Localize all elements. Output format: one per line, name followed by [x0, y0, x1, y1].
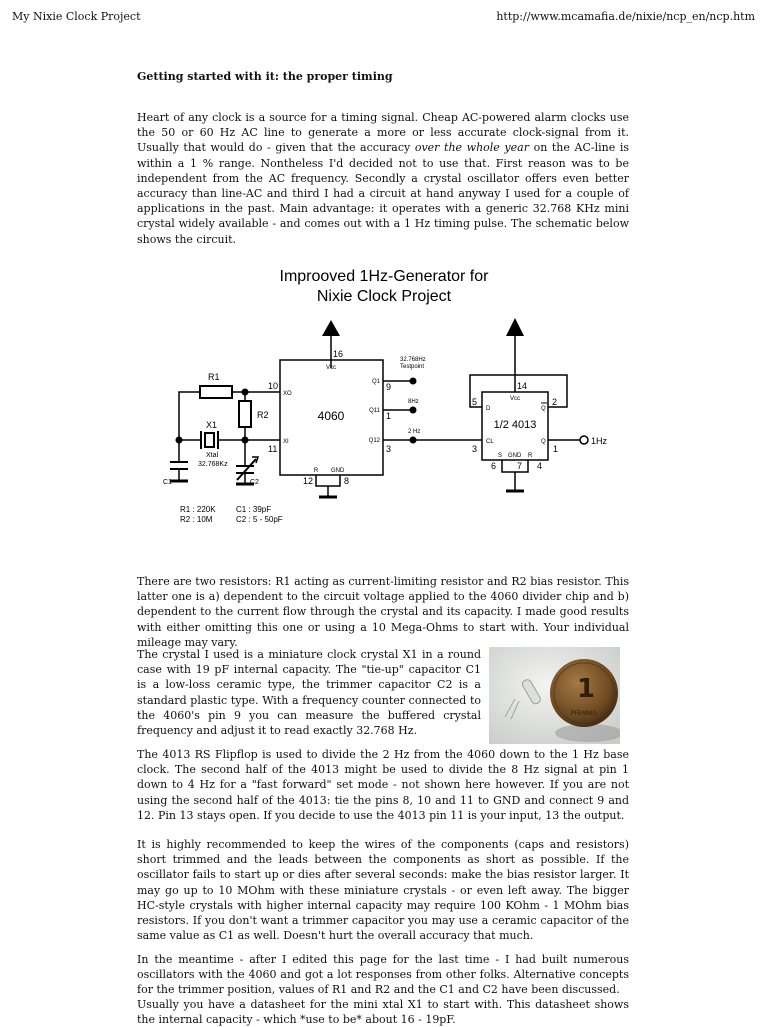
ic-4013-r-pin: R: [528, 453, 533, 459]
paragraph-intro: [137, 110, 629, 247]
label-xtal: Xtal: [206, 452, 219, 459]
pin-number: 2: [552, 397, 558, 407]
ic-4060-label: 4060: [317, 409, 345, 423]
label-xtal-frequency: 32.768Kz: [198, 461, 228, 468]
pin-number: 4: [537, 461, 543, 471]
pfennig-coin-icon: [550, 659, 618, 727]
resistor-r2-symbol: [239, 401, 251, 427]
pin-number: 14: [517, 381, 528, 391]
value-r2: R2 : 10M: [180, 515, 213, 524]
vcc-arrow-4013: [506, 318, 524, 336]
pin-number: 1: [386, 411, 392, 421]
label-c1: C1: [163, 479, 172, 486]
pin-number: 5: [472, 397, 478, 407]
paragraph-meantime: In the meantime - after I edited this page for the last time - I had built numerous oscillators with the 4060 and got a lot responses from other folks. Alternative concepts for the trimmer position, values of R1 and R2 and the C1 and C2 have been discussed.: [137, 953, 629, 997]
paragraph-datasheet: Usually you have a datasheet for the mini xtal X1 to start with. This datasheet shows the internal capacity - which *use to be* about 16 - 19pF.: [137, 998, 629, 1027]
pin-number: 3: [386, 444, 392, 454]
ic-4013-vcc-pin: Vcc: [509, 396, 521, 402]
ic-4060-q11-pin: Q11: [369, 408, 380, 414]
paragraph-flipflop: The 4013 RS Flipflop is used to divide the 2 Hz from the 4060 down to the 1 Hz base clock. The second half of the 4013 might be used to divide the 8 Hz signal at pin 1 down to 4 Hz for a "fast forward" set mode - not shown here however. If you are not using the second half of the 4013: tie the pins 8, 10 and 11 to GND and connect 9 and 12. Pin 13 stays open. If you decide to use the 4013 pin 11 is your input, 13 the output.: [137, 748, 629, 822]
ic-4060-vcc-pin: Vcc: [325, 365, 337, 371]
pin-number: 16: [333, 349, 344, 359]
resistor-r1-symbol: [200, 386, 232, 398]
label-r1: R1: [208, 372, 220, 382]
label-1hz-output: 1Hz: [591, 436, 608, 446]
testpoint-dot: [410, 378, 417, 385]
coin-text: PFENNIG: [570, 710, 598, 717]
pin-number: 10: [268, 381, 279, 391]
schematic-title-line2: Nixie Clock Project: [316, 288, 452, 305]
ic-4060-q1-pin: Q1: [371, 379, 380, 385]
ic-4013-label: 1/2 4013: [493, 419, 537, 431]
ic-4060-xo-pin: XO: [283, 391, 292, 397]
value-c2: C2 : 5 - 50pF: [236, 515, 283, 524]
pin-number: 3: [472, 444, 478, 454]
crystal-coin-photo: [489, 647, 620, 744]
paragraph-wiring: It is highly recommended to keep the wires of the components (caps and resistors) short trimmed and the leads between the components as short as possible. If the oscillator fails to start up or dies after several seconds: make the bias resistor larger. It may go up to 10 MOhm with these miniature crystals - or even left away. The bigger HC-style crystals with higher internal capacity may require 100 KOhm - 1 MOhm bias resistors. If you don't want a trimmer capacitor you may use a ceramic capacitor of the same value as C1 as well. Doesn't hurt the overall accuracy that much.: [137, 838, 629, 943]
label-x1: X1: [206, 420, 218, 430]
vcc-arrow-4060: [322, 320, 340, 336]
pin-number: 9: [386, 382, 392, 392]
header-url: http://www.mcamafia.de/nixie/ncp_en/ncp.htm: [496, 10, 755, 23]
ic-4013-q-pin: Q: [541, 439, 546, 445]
label-8hz: 8Hz: [408, 399, 419, 405]
ic-4013-gnd-pin: GND: [508, 453, 522, 459]
label-r2: R2: [257, 410, 269, 420]
circuit-schematic: [160, 258, 630, 528]
ic-4060-gnd-pin: GND: [331, 468, 345, 474]
schematic-title-line1: Improoved 1Hz-Generator for: [279, 268, 489, 285]
ic-4013-d-pin: D: [486, 406, 491, 412]
coin-digit: 1: [576, 674, 596, 704]
ic-4060-xi-pin: XI: [283, 439, 289, 445]
ic-4060-q12-pin: Q12: [368, 438, 380, 444]
paragraph-intro-a: Heart of any clock is a source for a timing signal. Cheap AC-powered alarm clocks use the 50 or 60 Hz AC line to generate a more or less accurate clock-signal from it. Usually that would do - given that the accuracy: [137, 111, 629, 155]
value-c1: C1 : 39pF: [236, 505, 272, 514]
paragraph-resistors: There are two resistors: R1 acting as current-limiting resistor and R2 bias resistor. This latter one is a) dependent to the circuit voltage applied to the 4060 divider chip and b) dependent to the current flow through the crystal and its capacity. I made good results with either omitting this one or using a 10 Mega-Ohms to start with. Your individual mileage may vary.: [137, 575, 629, 649]
crystal-x1-symbol: [205, 433, 214, 447]
paragraph-intro-b: on the AC-line is within a 1 % range. Nontheless I'd decided not to use that. First reason was to be independent from the AC frequency. Secondly a crystal oscillator offers even better accuracy than line-AC and third I had a circuit at hand anyway I used for a couple of applications in the past. Main advantage: it operates with a generic 32.768 KHz mini crystal widely available - and comes out with a 1 Hz timing pulse. The schematic below shows the circuit.: [137, 141, 629, 246]
value-r1: R1 : 220K: [180, 505, 216, 514]
label-c2: C2: [250, 479, 259, 486]
ic-4013-cl-pin: CL: [486, 439, 494, 445]
header-page-title: My Nixie Clock Project: [12, 10, 141, 23]
ic-4013-qbar-pin: Q: [541, 406, 546, 412]
paragraph-crystal: The crystal I used is a miniature clock crystal X1 in a round case with 19 pF internal capacity. The "tie-up" capacitor C1 is a low-loss ceramic type, the trimmer capacitor C2 is a standard plastic type. With a frequency counter connected to the 4060's pin 9 you can measure the buffered crystal frequency and adjust it to read exactly 32.768 Hz.: [137, 648, 481, 738]
testpoint-label: Testpoint: [400, 364, 425, 370]
pin-number: 7: [517, 461, 523, 471]
ic-4013-s-pin: S: [498, 453, 503, 459]
label-2hz: 2 Hz: [408, 429, 421, 435]
output-terminal: [580, 436, 588, 444]
section-title: Getting started with it: the proper timing: [137, 70, 393, 83]
pin-number: 11: [268, 444, 278, 454]
paragraph-intro-emphasis: over the whole year: [414, 141, 529, 155]
pin-number: 6: [491, 461, 497, 471]
pin-number: 1: [553, 444, 559, 454]
testpoint-label-freq: 32.768Hz: [400, 357, 426, 363]
pin-number: 12: [303, 476, 314, 486]
ic-4060-r-pin: R: [313, 468, 319, 474]
pin-number: 8: [344, 476, 350, 486]
